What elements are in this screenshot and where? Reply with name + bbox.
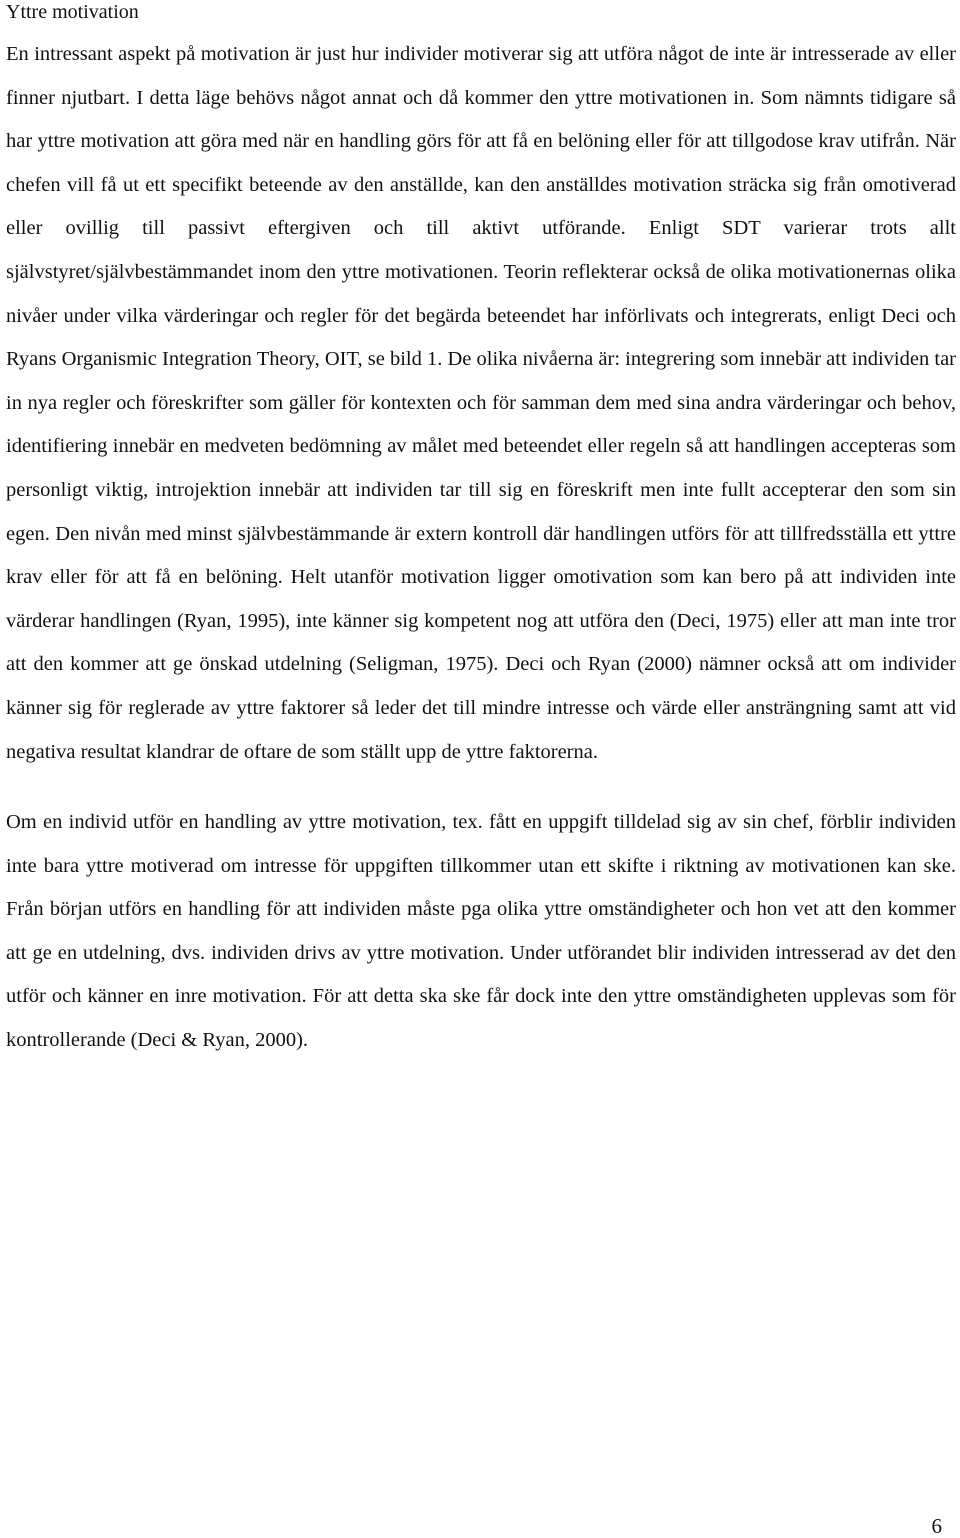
body-paragraph-1: En intressant aspekt på motivation är just hur individer motiverar sig att utföra något de inte är intresserade av eller finner njutbart. I detta läge behövs något annat och då kommer den yttre motivationen in. Som nämnts tidigare så har yttre motivation att göra med när en handling görs för att få en belöning eller för att tillgodose krav utifrån. När chefen vill få ut ett specifikt beteende av den anställde, kan den anställdes motivation sträcka sig från omotiverad eller ovillig till passivt eftergiven och till aktivt utförande. Enligt SDT varierar trots allt självstyret/självbestämmandet inom den yttre motivationen. Teorin reflekterar också de olika motivationernas olika nivåer under vilka värderingar och regler för det begärda beteendet har införlivats och integrerats, enligt Deci och Ryans Organismic Integration Theory, OIT, se bild 1. De olika nivåerna är: integrering som innebär att individen tar in nya regler och föreskrifter som gäller för kontexten och för samman dem med sina andra värderingar och behov, identifiering innebär en medveten bedömning av målet med beteendet eller regeln så att handlingen accepteras som personligt viktig, introjektion innebär att individen tar till sig en föreskrift men inte fullt accepterar den som sin egen. Den nivån med minst självbestämmande är extern kontroll där handlingen utförs för att tillfredsställa ett yttre krav eller för att få en belöning. Helt utanför motivation ligger omotivation som kan bero på att individen inte värderar handlingen (Ryan, 1995), inte känner sig kompetent nog att utföra den (Deci, 1975) eller att man inte tror att den kommer att ge önskad utdelning (Seligman, 1975). Deci och Ryan (2000) nämner också att om individer känner sig för reglerade av yttre faktorer så leder det till mindre intresse och värde eller ansträngning samt att vid negativa resultat klandrar de oftare de som ställt upp de yttre faktorerna. (6, 43, 956, 763)
section-heading: Yttre motivation (6, 1, 139, 23)
body-paragraph-2: Om en individ utför en handling av yttre motivation, tex. fått en uppgift tilldelad sig av sin chef, förblir individen inte bara yttre motiverad om intresse för uppgiften tillkommer utan ett skifte i riktning av motivationen kan ske. Från början utförs en handling för att individen måste pga olika yttre omständigheter och hon vet att den kommer att ge en utdelning, dvs. individen drivs av yttre motivation. Under utförandet blir individen intresserad av det den utför och känner en inre motivation. För att detta ska ske får dock inte den yttre omständigheten upplevas som för kontrollerande (Deci & Ryan, 2000). (6, 811, 956, 1052)
document-page (6, 0, 956, 1063)
page-number: 6 (931, 1514, 942, 1538)
